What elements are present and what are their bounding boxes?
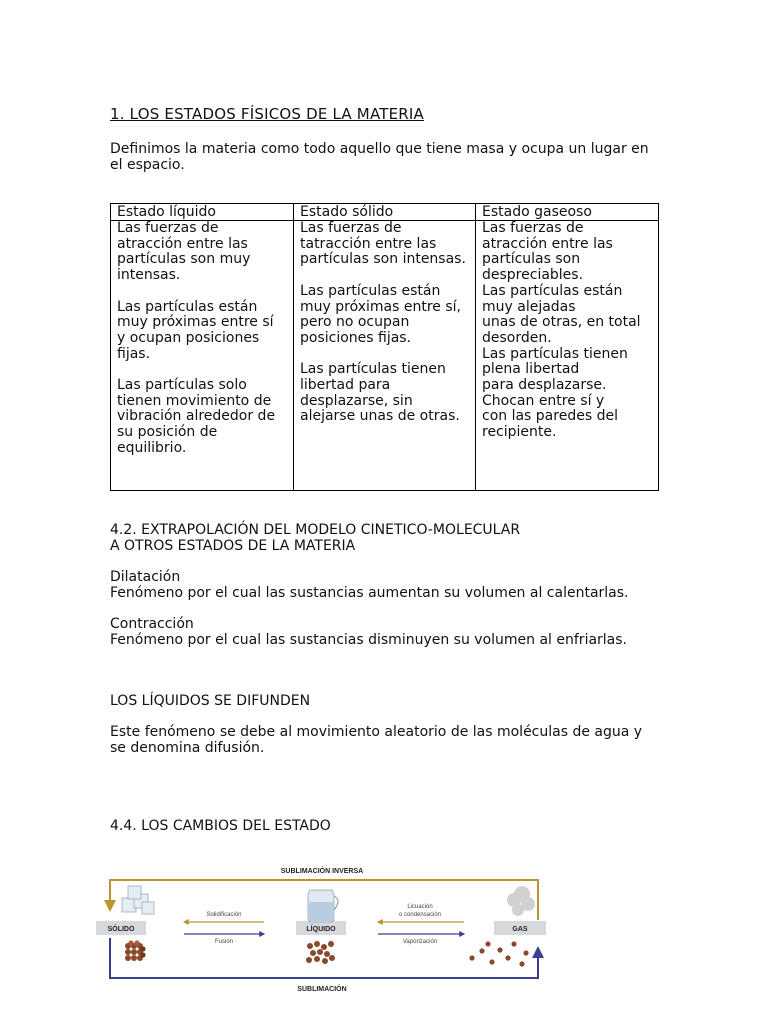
cell-solid-p1: Las fuerzas de tatracción entre las partículas son intensas.	[300, 220, 466, 268]
ice-cubes-icon	[122, 886, 154, 914]
liquid-particles-icon	[306, 941, 335, 964]
section-4-2-heading: 4.2. EXTRAPOLACIÓN DEL MODELO CINETICO-MOLECULAR A OTROS ESTADOS DE LA MATERIA	[110, 522, 521, 554]
cell-gas-p1: Las fuerzas de atracción entre las partículas son despreciables. Las partículas están muy alejadas unas de otras, en total desorden. Las partículas tienen plena libertad para desplazarse. Chocan entre sí y con las paredes del recipiente.	[482, 220, 641, 441]
water-jug-icon	[308, 890, 338, 922]
solid-particles-icon	[125, 940, 146, 961]
dilatacion-paragraph: Dilatación Fenómeno por el cual las sustancias aumentan su volumen al calentarlas.	[110, 569, 629, 601]
cell-liquid-p2: Las partículas están muy próximas entre sí y ocupan posiciones fijas.	[117, 298, 274, 362]
difusion-paragraph: Este fenómeno se debe al movimiento aleatorio de las moléculas de agua y se denomina difusión.	[110, 724, 643, 756]
cell-gas	[476, 221, 659, 491]
sublimacion-inversa-label: SUBLIMACIÓN INVERSA	[280, 868, 364, 875]
page-title: 1. LOS ESTADOS FÍSICOS DE LA MATERIA	[110, 105, 424, 123]
steam-icon	[507, 886, 535, 916]
state-changes-diagram	[96, 858, 552, 1000]
liquidos-heading: LOS LÍQUIDOS SE DIFUNDEN	[110, 693, 311, 709]
section-4-4-heading: 4.4. LOS CAMBIOS DEL ESTADO	[110, 818, 331, 834]
gas-particles-icon	[469, 941, 528, 966]
vaporizacion-label: Vaporización	[402, 939, 438, 945]
licuacion-label-2: o condensación	[398, 912, 442, 918]
cell-solid-p3: Las partículas tienen libertad para desplazarse, sin alejarse unas de otras.	[300, 361, 460, 425]
header-gas: Estado gaseoso	[476, 204, 659, 221]
state-label-liquid: LÍQUIDO	[306, 926, 336, 933]
cell-solid-p2: Las partículas están muy próximas entre sí, pero no ocupan posiciones fijas.	[300, 282, 461, 346]
state-label-solid: SÓLIDO	[107, 926, 135, 933]
states-table	[110, 203, 659, 491]
solidificacion-label: Solidificación	[206, 912, 242, 918]
header-liquid: Estado líquido	[111, 204, 294, 221]
state-label-gas: GAS	[512, 926, 528, 933]
licuacion-label-1: Licuación	[407, 904, 433, 910]
cell-liquid	[111, 221, 294, 491]
cell-liquid-p1: Las fuerzas de atracción entre las partículas son muy intensas.	[117, 220, 251, 284]
header-solid: Estado sólido	[294, 204, 476, 221]
sublimacion-label: SUBLIMACIÓN	[297, 986, 347, 993]
cell-solid	[294, 221, 476, 491]
intro-paragraph: Definimos la materia como todo aquello que tiene masa y ocupa un lugar en el espacio.	[110, 141, 649, 173]
cell-liquid-p3: Las partículas solo tienen movimiento de vibración alrededor de su posición de equilibrio.	[117, 377, 276, 456]
fusion-label: Fusión	[214, 939, 234, 945]
contraccion-paragraph: Contracción Fenómeno por el cual las sustancias disminuyen su volumen al enfriarlas.	[110, 616, 628, 648]
